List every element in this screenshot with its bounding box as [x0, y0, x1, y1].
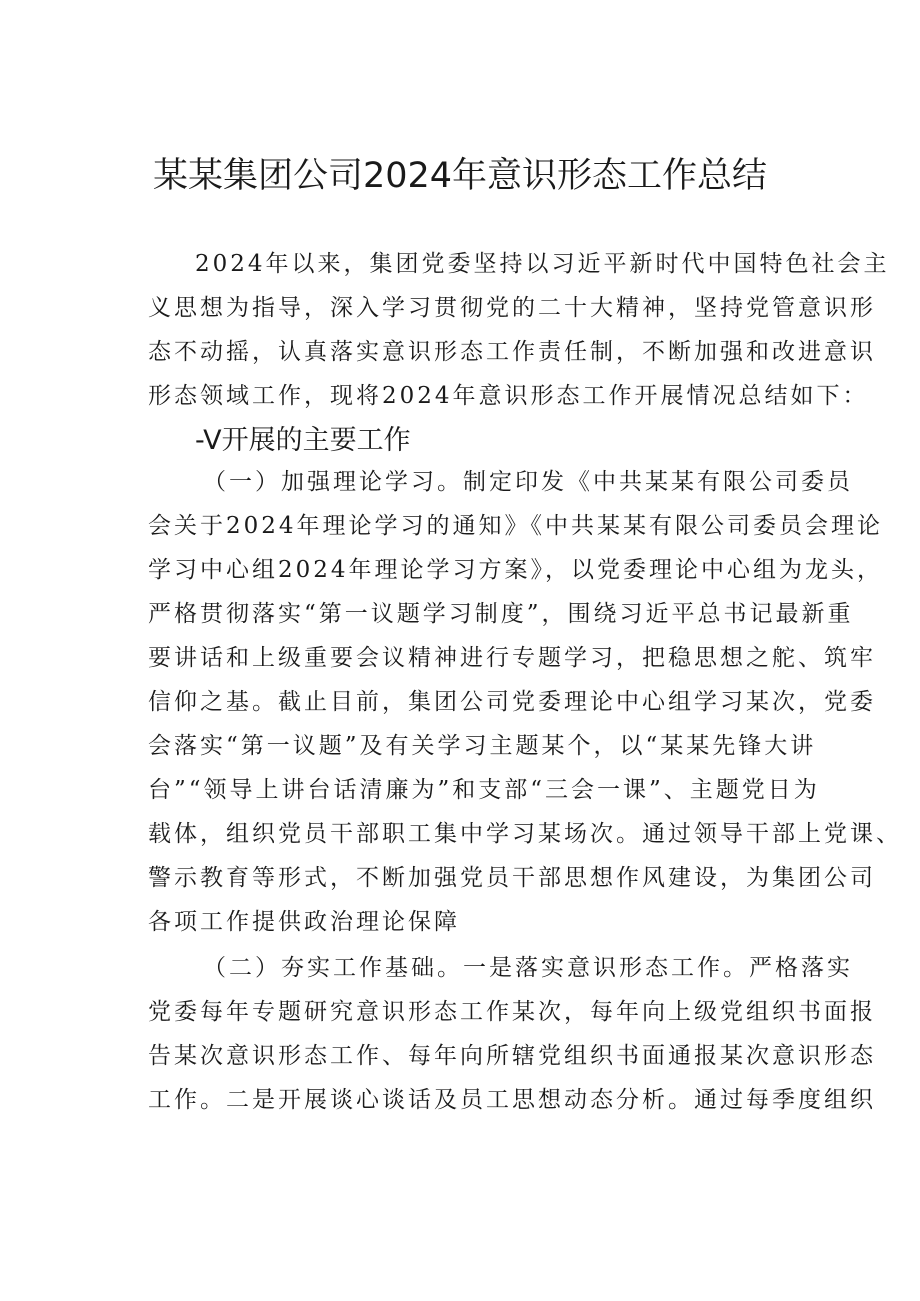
section2-line: 工作。二是开展谈心谈话及员工思想动态分析。通过每季度组织: [148, 1087, 876, 1113]
document-title: 某某集团公司2024年意识形态工作总结: [152, 156, 768, 196]
section1-line: 要讲话和上级重要会议精神进行专题学习，把稳思想之舵、筑牢: [148, 645, 876, 671]
section1-line: 载体，组织党员干部职工集中学习某场次。通过领导干部上党课、: [148, 821, 902, 847]
section1-line: 各项工作提供政治理论保障: [148, 909, 460, 935]
intro-line: 义思想为指导，深入学习贯彻党的二十大精神，坚持党管意识形: [148, 295, 876, 321]
section1-line: 信仰之基。截止目前，集团公司党委理论中心组学习某次，党委: [148, 689, 876, 715]
intro-line: 态不动摇，认真落实意识形态工作责任制，不断加强和改进意识: [148, 339, 876, 365]
intro-line: 形态领域工作，现将2024年意识形态工作开展情况总结如下：: [148, 383, 869, 409]
section1-line: （一）加强理论学习。制定印发《中共某某有限公司委员: [203, 469, 853, 495]
intro-line: 2024年以来，集团党委坚持以习近平新时代中国特色社会主: [195, 251, 890, 277]
section1-line: 警示教育等形式，不断加强党员干部思想作风建设，为集团公司: [148, 865, 876, 891]
section1-line: 严格贯彻落实“第一议题学习制度”，围绕习近平总书记最新重: [148, 601, 854, 627]
section1-line: 会关于2024年理论学习的通知》《中共某某有限公司委员会理论: [148, 513, 884, 539]
section1-line: 学习中心组2024年理论学习方案》，以党委理论中心组为龙头，: [148, 557, 884, 583]
section1-line: 会落实“第一议题”及有关学习主题某个，以“某某先锋大讲: [148, 733, 817, 759]
section2-line: （二）夯实工作基础。一是落实意识形态工作。严格落实: [203, 955, 853, 981]
section-heading: -V开展的主要工作: [195, 425, 411, 456]
section2-line: 党委每年专题研究意识形态工作某次，每年向上级党组织书面报: [148, 999, 876, 1025]
section1-line: 台”“领导上讲台话清廉为”和支部“三会一课”、主题党日为: [148, 777, 820, 803]
section2-line: 告某次意识形态工作、每年向所辖党组织书面通报某次意识形态: [148, 1043, 876, 1069]
